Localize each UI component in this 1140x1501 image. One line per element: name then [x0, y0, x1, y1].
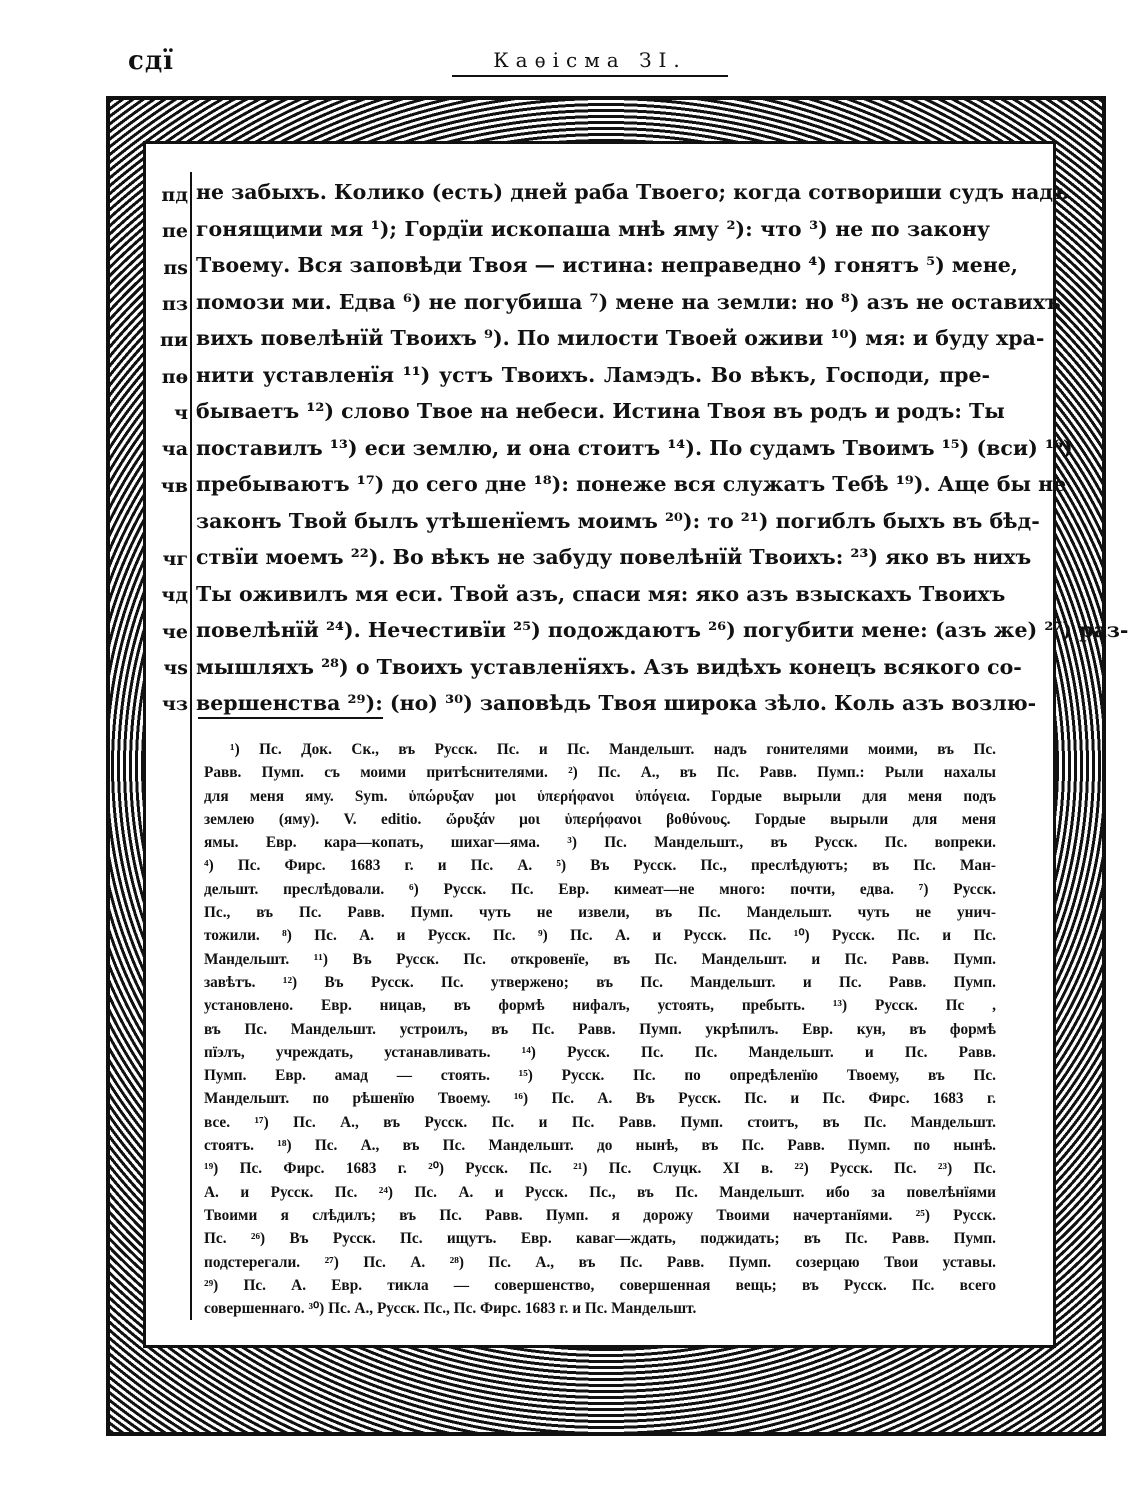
verse-number: чв: [160, 475, 188, 497]
text-line: законъ Твой былъ утѣшенїемъ моимъ ²⁰): то ²¹) погиблъ быхъ въ бѣд-: [196, 508, 1040, 533]
verse-number: пѕ: [163, 257, 188, 279]
verse-number: пе: [162, 220, 188, 242]
text-line: нити уставленїя ¹¹) устъ Твоихъ. Ламэдъ. Во вѣкъ, Господи, пре-: [196, 362, 990, 387]
verse-number: чз: [161, 693, 188, 715]
footnote-line: завѣтъ. ¹²) Въ Русск. Пс. утвержено; въ Пс. Мандельшт. и Пс. Равв. Пумп.: [204, 973, 996, 991]
footnote-line: въ Пс. Мандельшт. устроилъ, въ Пс. Равв. Пумп. укрѣпилъ. Евр. кун, въ формѣ: [204, 1020, 996, 1038]
footnote-line: для меня яму. Sym. ὑπώρυξαν μοι ὑπερήφανοι ὑπόγεια. Гордые вырыли для меня подъ: [204, 787, 996, 805]
verse-number: пд: [161, 184, 188, 206]
verse-number: пз: [161, 293, 188, 315]
verse-number: пѳ: [161, 366, 188, 388]
text-line: гонящими мя ¹); Гордїи ископаша мнѣ яму ²): что ³) не по закону: [196, 216, 990, 241]
footnote-line: ⁴) Пс. Фирс. 1683 г. и Пс. А. ⁵) Въ Русск. Пс., преслѣдуютъ; въ Пс. Ман-: [204, 857, 996, 875]
verse-number: че: [162, 621, 188, 643]
text-line: пребываютъ ¹⁷) до сего дне ¹⁸): понеже вся служатъ Тебѣ ¹⁹). Аще бы не: [196, 472, 1067, 496]
footnote-line: дельшт. преслѣдовали. ⁶) Русск. Пс. Евр. кимеат—не много: почти, едва. ⁷) Русск.: [204, 880, 996, 898]
text-line: мышляхъ ²⁸) о Твоихъ уставленїяхъ. Азъ видѣхъ конецъ всякого со-: [196, 654, 1022, 679]
footnote-line: стоятъ. ¹⁸) Пс. А., въ Пс. Мандельшт. до нынѣ, въ Пс. Равв. Пумп. по нынѣ.: [204, 1137, 996, 1155]
text-line: повелѣнїй ²⁴). Нечестивїи ²⁵) подождаютъ ²⁶) погубити мене: (азъ же) ²⁷) раз-: [196, 618, 1129, 642]
footnote-line: ¹⁹) Пс. Фирс. 1683 г. ²⁰) Русск. Пс. ²¹) Пс. Слуцк. XI в. ²²) Русск. Пс. ²³) Пс.: [204, 1160, 996, 1178]
footnote-line: Равв. Пумп. съ моими притѣснителями. ²) Пс. А., въ Пс. Равв. Пумп.: Рыли нахалы: [204, 764, 996, 782]
footnote-line: совершеннаго. ³⁰) Пс. А., Русск. Пс., Пс. Фирс. 1683 г. и Пс. Мандельшт.: [204, 1300, 697, 1318]
footnote-line: пїэлъ, учреждать, устанавливать. ¹⁴) Русск. Пс. Пс. Мандельшт. и Пс. Равв.: [204, 1043, 996, 1061]
verse-number: ч: [174, 402, 188, 424]
running-title: Каѳісма ЗІ.: [493, 48, 687, 72]
text-line: Твоему. Вся заповѣди Твоя — истина: неправедно ⁴) гонятъ ⁵) мене,: [196, 253, 1018, 277]
footnote-line: ²⁹) Пс. А. Евр. тикла — совершенство, совершенная вещь; въ Русск. Пс. всего: [204, 1276, 996, 1294]
verse-number: чг: [162, 548, 188, 570]
footnote-separator: [198, 717, 383, 719]
footnote-line: установлено. Евр. ницав, въ формѣ нифалъ, устоять, пребыть. ¹³) Русск. Пс ,: [204, 997, 996, 1015]
footnote-line: Пс. ²⁶) Въ Русск. Пс. ищутъ. Евр. каваг—ждать, поджидать; въ Пс. Равв. Пумп.: [204, 1230, 996, 1248]
text-line: бываетъ ¹²) слово Твое на небеси. Истина Твоя въ родъ и родъ: Ты: [196, 399, 1005, 423]
footnote-line: землею (яму). V. editio. ὤρυξάν μοι ὑπερήφανοι βοθύνους. Гордые вырыли для меня: [204, 810, 996, 828]
verse-number: чд: [161, 584, 188, 606]
margin-rule: [190, 172, 192, 1320]
text-line: поставилъ ¹³) еси землю, и она стоитъ ¹⁴). По судамъ Твоимъ ¹⁵) (вси) ¹⁶): [196, 435, 1073, 460]
verse-number: чѕ: [163, 657, 188, 679]
psalm-text: [196, 174, 1129, 722]
footnote-line: А. и Русск. Пс. ²⁴) Пс. А. и Русск. Пс., въ Пс. Мандельшт. ибо за повелѣнїями: [204, 1183, 996, 1201]
page-number: сдї: [128, 46, 175, 76]
footnote-line: Пс., въ Пс. Равв. Пумп. чуть не извели, въ Пс. Мандельшт. чуть не унич-: [204, 904, 996, 922]
footnote-line: тожили. ⁸) Пс. А. и Русск. Пс. ⁹) Пс. А. и Русск. Пс. ¹⁰) Русск. Пс. и Пс.: [204, 927, 996, 945]
footnote-line: подстерегали. ²⁷) Пс. А. ²⁸) Пс. А., въ Пс. Равв. Пумп. созерцаю Твои уставы.: [204, 1253, 996, 1271]
verse-number: ча: [161, 438, 188, 460]
footnote-line: Мандельшт. ¹¹) Въ Русск. Пс. откровенїе, въ Пс. Мандельшт. и Пс. Равв. Пумп.: [204, 950, 996, 968]
verse-number: пи: [160, 329, 188, 351]
footnotes: [204, 738, 996, 1320]
footnote-line: Твоими я слѣдилъ; въ Пс. Равв. Пумп. я дорожу Твоими начертанїями. ²⁵) Русск.: [204, 1206, 996, 1224]
footnote-line: все. ¹⁷) Пс. А., въ Русск. Пс. и Пс. Равв. Пумп. стоитъ, въ Пс. Мандельшт.: [204, 1113, 996, 1131]
text-line: ствїи моемъ ²²). Во вѣкъ не забуду повелѣнїй Твоихъ: ²³) яко въ нихъ: [196, 545, 1032, 569]
footnote-line: Мандельшт. по рѣшенїю Твоему. ¹⁶) Пс. А. Въ Русск. Пс. и Пс. Фирс. 1683 г.: [204, 1090, 996, 1108]
footnote-line: ямы. Евр. кара—копать, шихаг—яма. ³) Пс. Мандельшт., въ Русск. Пс. вопреки.: [204, 834, 996, 852]
text-line: вихъ повелѣнїй Твоихъ ⁹). По милости Твоей оживи ¹⁰) мя: и буду хра-: [196, 326, 1045, 350]
running-title-rule: [452, 75, 728, 77]
footnote-line: Пумп. Евр. амад — стоять. ¹⁵) Русск. Пс. по опредѣленїю Твоему, въ Пс.: [204, 1067, 996, 1085]
footnote-line: ¹) Пс. Док. Ск., въ Русск. Пс. и Пс. Мандельшт. надъ гонителями моими, въ Пс.: [230, 741, 996, 758]
text-line: не забыхъ. Колико (есть) дней раба Твоего; когда сотвориши судъ надъ: [196, 180, 1069, 204]
text-line: Ты оживилъ мя еси. Твой азъ, спаси мя: яко азъ взыскахъ Твоихъ: [196, 581, 1006, 606]
text-line: вершенства ²⁹): (но) ³⁰) заповѣдь Твоя широка зѣло. Коль азъ возлю-: [196, 691, 1037, 715]
text-line: помози ми. Едва ⁶) не погубиша ⁷) мене на земли: но ⁸) азъ не оставихъ: [196, 289, 1061, 314]
